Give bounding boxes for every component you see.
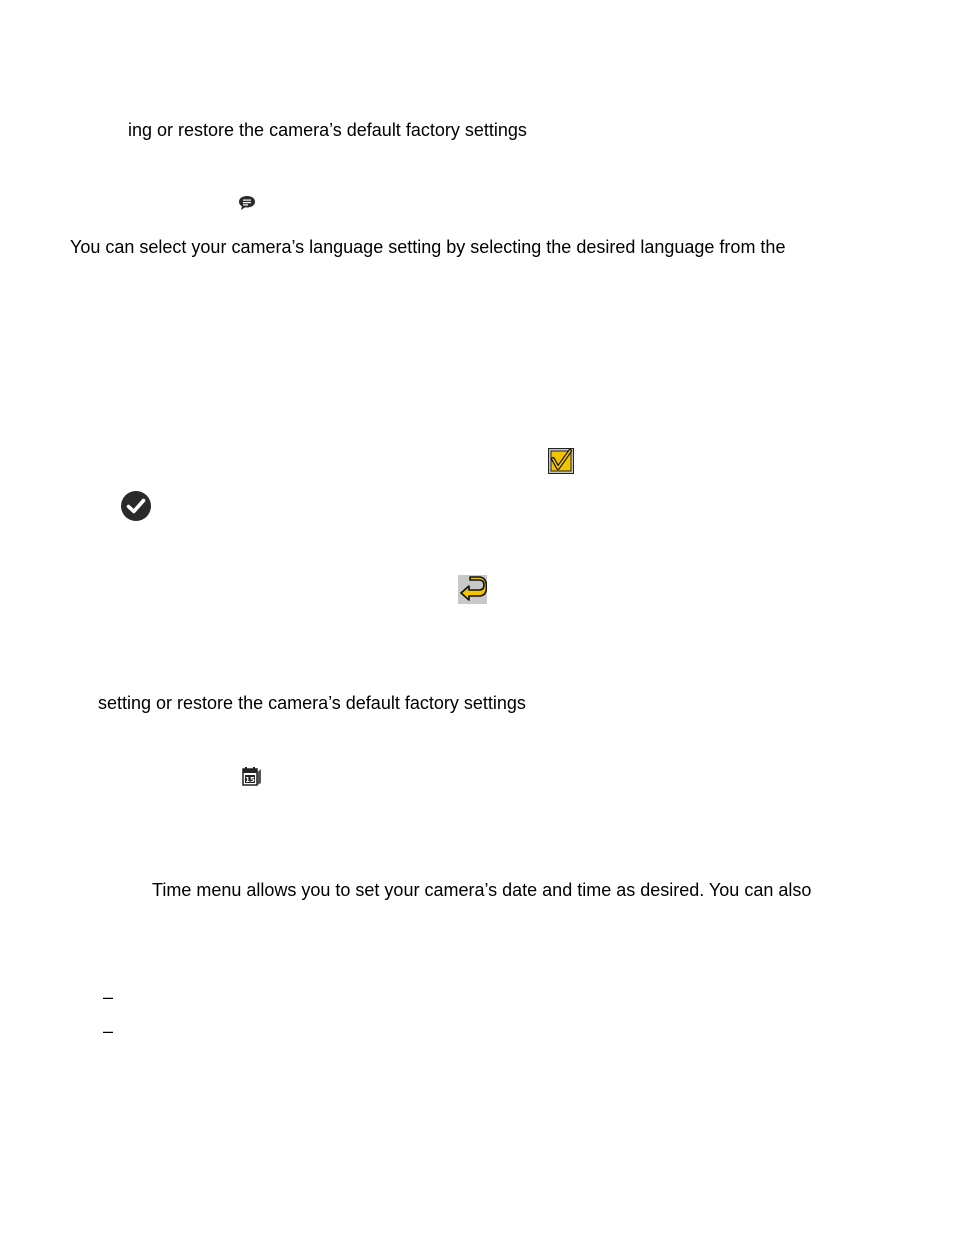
list-dash-1: – bbox=[103, 987, 114, 1007]
circle-check-icon bbox=[120, 490, 152, 522]
speech-bubble-icon bbox=[238, 195, 256, 211]
yellow-checkmark-icon bbox=[548, 448, 574, 474]
list-dash-2: – bbox=[103, 1021, 114, 1041]
text-line-4: Time menu allows you to set your camera’s date and time as desired. You can also bbox=[152, 880, 812, 900]
text-line-2: You can select your camera’s language setting by selecting the desired language from the bbox=[70, 237, 786, 257]
text-line-3: setting or restore the camera’s default factory settings bbox=[98, 693, 526, 713]
return-arrow-icon bbox=[458, 575, 487, 604]
svg-text:15: 15 bbox=[245, 776, 255, 784]
calendar-icon bbox=[242, 767, 262, 786]
text-line-1: ing or restore the camera’s default factory settings bbox=[128, 120, 527, 140]
